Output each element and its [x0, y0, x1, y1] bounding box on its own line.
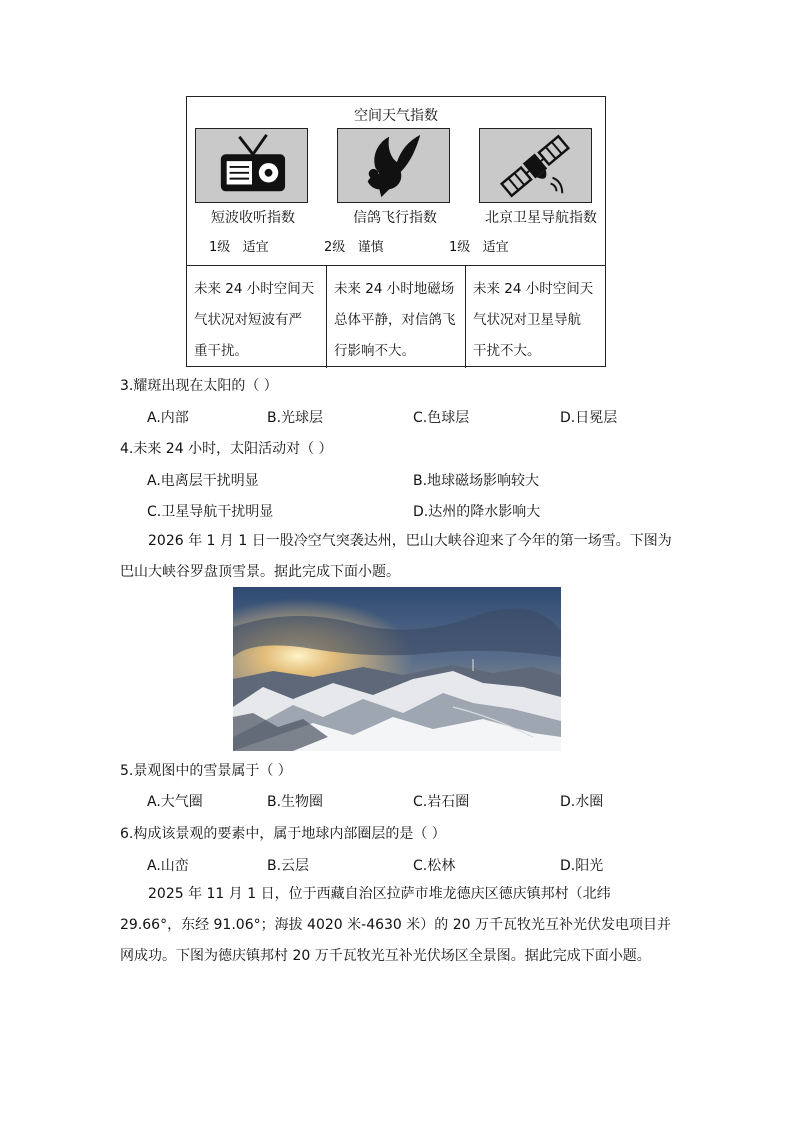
q3-option-b: B.光球层 [267, 410, 324, 426]
pigeon-icon [338, 129, 449, 202]
radio-icon-box [195, 128, 308, 203]
snow-mountain-image [233, 587, 561, 751]
desc-line: 未来 24 小时地磁场 [334, 281, 455, 297]
q4-option-b: B.地球磁场影响较大 [413, 473, 540, 489]
desc-line: 未来 24 小时空间天 [194, 281, 315, 297]
passage-snow: 2026 年 1 月 1 日一股冷空气突袭达州，巴山大峡谷迎来了今年的第一场雪。下图为巴山大峡谷罗盘顶雪景。据此完成下面小题。 [120, 533, 672, 580]
pigeon-icon-box [337, 128, 450, 203]
q3-option-c: C.色球层 [413, 410, 470, 426]
q4-option-c: C.卫星导航干扰明显 [147, 504, 274, 520]
desc-line: 未来 24 小时空间天 [473, 281, 594, 297]
snow-mountain-photo [233, 587, 561, 751]
q5-option-a: A.大气圈 [147, 794, 203, 810]
space-weather-table [186, 96, 606, 367]
level-pigeon: 2级 谨慎 [324, 240, 384, 255]
q6-option-d: D.阳光 [560, 858, 604, 874]
icon-name-satellite: 北京卫星导航指数 [485, 210, 597, 226]
q5-option-d: D.水圈 [560, 794, 604, 810]
q3-option-d: D.日冕层 [560, 410, 618, 426]
radio-icon [196, 129, 307, 202]
question-6-stem: 6.构成该景观的要素中，属于地球内部圈层的是（ ） [120, 826, 446, 842]
level-radio: 1级 适宜 [209, 240, 269, 255]
q6-option-c: C.松林 [413, 858, 456, 874]
description-row [187, 265, 605, 368]
desc-cell-satellite [465, 266, 605, 368]
satellite-icon-box [479, 128, 592, 203]
desc-line: 气状况对短波有严 [194, 312, 302, 328]
q3-option-a: A.内部 [147, 410, 189, 426]
desc-line: 气状况对卫星导航 [473, 312, 581, 328]
satellite-icon [480, 129, 591, 202]
desc-cell-pigeon [326, 266, 466, 368]
table-title: 空间天气指数 [354, 108, 438, 124]
q4-option-d: D.达州的降水影响大 [413, 504, 541, 520]
desc-line: 干扰不大。 [473, 343, 541, 359]
question-3-stem: 3.耀斑出现在太阳的（ ） [120, 378, 278, 394]
passage-solar: 2025 年 11 月 1 日，位于西藏自治区拉萨市堆龙德庆区德庆镇邦村（北纬 29.66°，东经 91.06°；海拔 4020 米-4630 米）的 20 万千瓦牧光互补光伏发电项目并网成功。下图为德庆镇邦村 20 万千瓦牧光互补光伏场区全景图。据此完成下面小题。 [120, 886, 671, 964]
icon-name-pigeon: 信鸽飞行指数 [353, 210, 437, 226]
q4-option-a: A.电离层干扰明显 [147, 473, 259, 489]
q6-option-b: B.云层 [267, 858, 310, 874]
q5-option-b: B.生物圈 [267, 794, 324, 810]
level-satellite: 1级 适宜 [449, 240, 509, 255]
desc-cell-radio [187, 266, 327, 368]
question-4-stem: 4.未来 24 小时，太阳活动对（ ） [120, 441, 333, 457]
desc-line: 行影响不大。 [334, 343, 415, 359]
desc-line: 重干扰。 [194, 343, 248, 359]
q6-option-a: A.山峦 [147, 858, 189, 874]
q5-option-c: C.岩石圈 [413, 794, 470, 810]
desc-line: 总体平静，对信鸽飞 [334, 312, 456, 328]
question-5-stem: 5.景观图中的雪景属于（ ） [120, 763, 292, 779]
icon-name-radio: 短波收听指数 [211, 210, 295, 226]
